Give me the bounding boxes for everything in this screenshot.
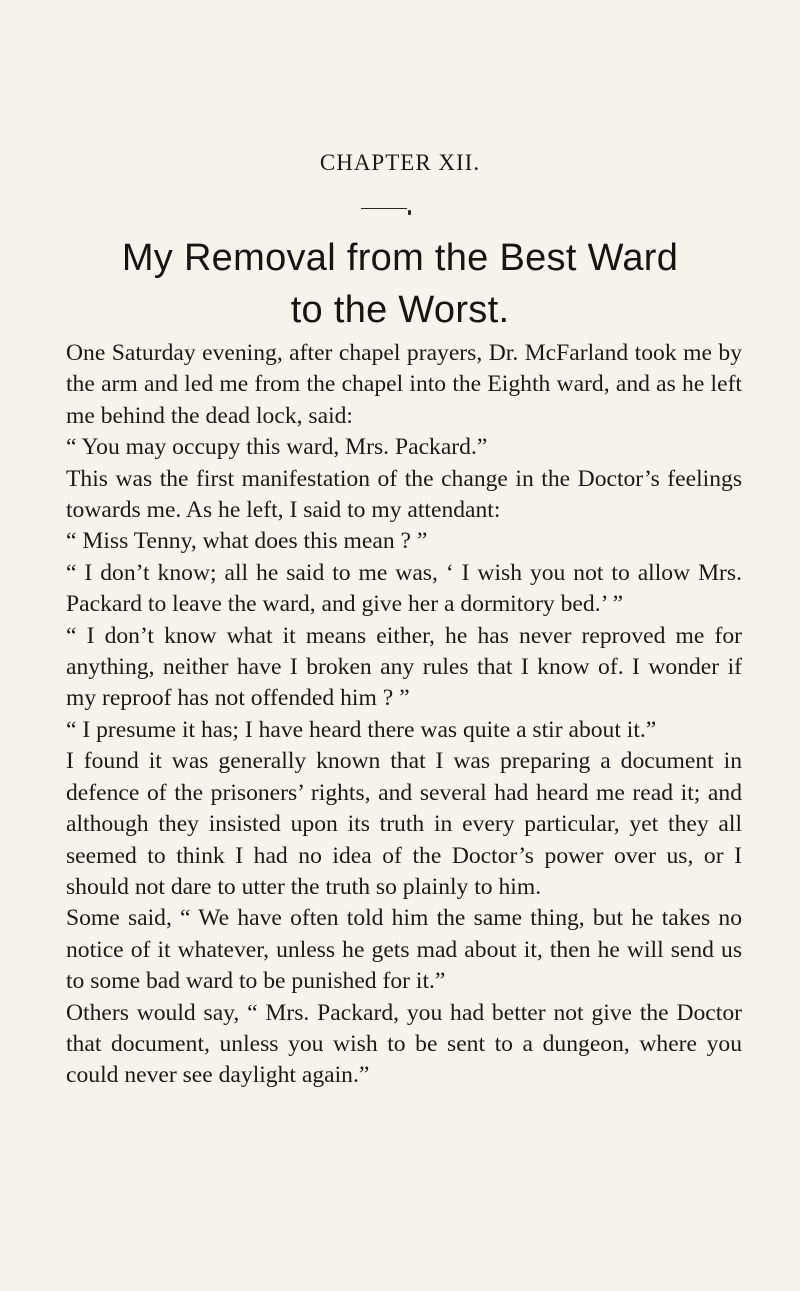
chapter-title-line-2: to the Worst.: [290, 289, 510, 331]
paragraph: “ I don’t know; all he said to me was, ‘ I wish you not to allow Mrs. Packard to leave the ward, and give her a dormitory bed.’ ”: [66, 559, 742, 618]
paragraph: “ I presume it has; I have heard there was quite a stir about it.”: [66, 716, 657, 743]
paragraph: This was the first manifestation of the change in the Doctor’s feelings towards me. As he left, I said to my attendant:: [66, 465, 742, 524]
chapter-title-line-1: My Removal from the Best Ward: [121, 237, 679, 279]
paragraph: One Saturday evening, after chapel prayers, Dr. McFarland took me by the arm and led me from the chapel into the Eighth ward, and as he left me behind the dead lock, said:: [66, 340, 742, 429]
chapter-heading: CHAPTER XII.: [319, 150, 481, 175]
paragraph: “ I don’t know what it means either, he has never reproved me for anything, neither have I broken any rules that I know of. I wonder if my reproof has not offended him ? ”: [66, 622, 742, 712]
paragraph: Others would say, “ Mrs. Packard, you had better not give the Doctor that document, unless you wish to be sent to a dungeon, where you could never see daylight again.”: [66, 999, 742, 1089]
heading-divider: [361, 208, 407, 209]
divider-mark: [408, 210, 411, 215]
paragraph: “ You may occupy this ward, Mrs. Packard.”: [66, 434, 488, 461]
paragraph: I found it was generally known that I was preparing a document in defence of the prisoners’ rights, and several had heard me read it; and although they insisted upon its truth in every particular, yet they all seemed to think I had no idea of the Doctor’s power over us, or I should not dare to utter the truth so plainly to him.: [66, 748, 742, 900]
paragraph: Some said, “ We have often told him the same thing, but he takes no notice of it whatever, unless he gets mad about it, then he will send us to some bad ward to be punished for it.”: [66, 905, 742, 995]
chapter-body: [66, 338, 742, 1092]
paragraph: “ Miss Tenny, what does this mean ? ”: [66, 528, 428, 555]
chapter-title: [0, 232, 800, 336]
